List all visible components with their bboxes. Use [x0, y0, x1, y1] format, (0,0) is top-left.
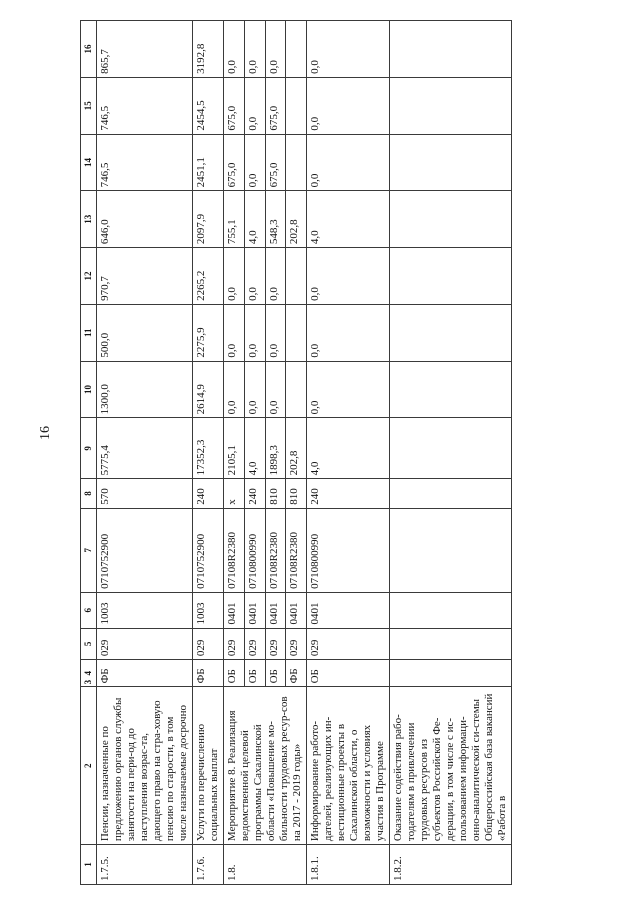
cell-c14: 0,0 [244, 134, 265, 191]
cell-c5: 029 [224, 628, 245, 660]
cell-c15: 675,0 [224, 77, 245, 134]
cell-c5: 029 [265, 628, 286, 660]
cell-c5: 029 [244, 628, 265, 660]
column-number-14: 14 [81, 134, 97, 191]
cell-c10: 1300,0 [97, 361, 193, 418]
cell-c16 [286, 21, 307, 78]
cell-c8: 810 [286, 479, 307, 508]
funding-source-cell: ОБ [224, 660, 245, 687]
cell-c10: 0,0 [244, 361, 265, 418]
row-number: 1.8. [224, 845, 307, 885]
cell-c12 [390, 248, 512, 305]
cell-c9: 17352,3 [193, 418, 224, 479]
cell-c7: 0710752900 [97, 508, 193, 592]
table-body [97, 21, 512, 885]
cell-c12: 0,0 [224, 248, 245, 305]
cell-c12: 0,0 [265, 248, 286, 305]
cell-c5: 029 [97, 628, 193, 660]
cell-c13: 4,0 [244, 191, 265, 248]
cell-c13 [390, 191, 512, 248]
cell-c7: 07108R2380 [224, 508, 245, 592]
cell-c8: 810 [265, 479, 286, 508]
row-description: Информирование работо-дателей, реализующих ин-вестиционные проекты в Сахалинской области, о возможности и условиях участия в Программе [307, 687, 390, 845]
cell-c6: 1003 [193, 592, 224, 628]
column-number-16: 16 [81, 21, 97, 78]
column-number-row: 1 2 3 4 5 6 7 8 9 10 11 12 13 14 15 16 [81, 21, 97, 885]
cell-c5: 029 [307, 628, 390, 660]
cell-c13: 2097,9 [193, 191, 224, 248]
cell-c7: 0710752900 [193, 508, 224, 592]
funding-source-cell: ОБ [265, 660, 286, 687]
column-number-1: 1 [81, 845, 97, 885]
cell-c6: 0401 [265, 592, 286, 628]
cell-c13: 755,1 [224, 191, 245, 248]
cell-c10 [390, 361, 512, 418]
cell-c6: 0401 [224, 592, 245, 628]
cell-c9: 202,8 [286, 418, 307, 479]
cell-c7: 07108R2380 [286, 508, 307, 592]
cell-c8: 240 [307, 479, 390, 508]
cell-c8: 570 [97, 479, 193, 508]
cell-c15: 746,5 [97, 77, 193, 134]
cell-c10: 0,0 [307, 361, 390, 418]
cell-c14: 2451,1 [193, 134, 224, 191]
cell-c16: 0,0 [307, 21, 390, 78]
column-number-12: 12 [81, 248, 97, 305]
cell-c15: 2454,5 [193, 77, 224, 134]
column-number-10: 10 [81, 361, 97, 418]
cell-c6: 0401 [307, 592, 390, 628]
cell-c8: 240 [193, 479, 224, 508]
table-row [97, 21, 193, 885]
column-number-7: 7 [81, 508, 97, 592]
cell-c13: 548,3 [265, 191, 286, 248]
cell-c5 [390, 628, 512, 660]
cell-c6: 0401 [244, 592, 265, 628]
cell-c8: x [224, 479, 245, 508]
cell-c7: 0710800990 [307, 508, 390, 592]
cell-c14: 675,0 [265, 134, 286, 191]
funding-source-cell: ОБ [307, 660, 390, 687]
cell-c9 [390, 418, 512, 479]
cell-c6: 0401 [286, 592, 307, 628]
cell-c13: 4,0 [307, 191, 390, 248]
column-number-4: 4 [81, 660, 97, 687]
cell-c11: 0,0 [307, 304, 390, 361]
row-number: 1.8.1. [307, 845, 390, 885]
cell-c13: 202,8 [286, 191, 307, 248]
cell-c16: 0,0 [265, 21, 286, 78]
table-row [307, 21, 390, 885]
cell-c10: 0,0 [265, 361, 286, 418]
cell-c14 [286, 134, 307, 191]
cell-c12: 970,7 [97, 248, 193, 305]
cell-c9: 4,0 [244, 418, 265, 479]
column-number-6: 6 [81, 592, 97, 628]
table-row [193, 21, 224, 885]
cell-c7: 07108R2380 [265, 508, 286, 592]
row-description: Мероприятие 8. Реализация ведомственной целевой программы Сахалинской области «Повышение мо-бильности трудовых ресур-сов на 2017 - 2019 годы» [224, 687, 307, 845]
budget-table [80, 20, 512, 885]
cell-c5: 029 [286, 628, 307, 660]
cell-c11: 0,0 [265, 304, 286, 361]
column-number-13: 13 [81, 191, 97, 248]
cell-c14 [390, 134, 512, 191]
column-number-15: 15 [81, 77, 97, 134]
cell-c14: 746,5 [97, 134, 193, 191]
cell-c16: 0,0 [244, 21, 265, 78]
row-description: Пенсии, назначенные по предложению органов службы занятости на пери-од до наступления возрас-та, дающего право на стра-ховую пенсию по старости, в том числе назначаемые досрочно [97, 687, 193, 845]
row-number: 1.8.2. [390, 845, 512, 885]
cell-c10: 0,0 [224, 361, 245, 418]
page-number: 16 [38, 426, 53, 440]
funding-source-cell: ФБ [193, 660, 224, 687]
cell-c12: 0,0 [244, 248, 265, 305]
row-number: 1.7.5. [97, 845, 193, 885]
cell-c15 [286, 77, 307, 134]
cell-c15: 675,0 [265, 77, 286, 134]
cell-c13: 646,0 [97, 191, 193, 248]
cell-c9: 2105,1 [224, 418, 245, 479]
cell-c15: 0,0 [307, 77, 390, 134]
column-number-11: 11 [81, 304, 97, 361]
cell-c11: 500,0 [97, 304, 193, 361]
table-row [224, 21, 245, 885]
row-description: Услуги по перечислению социальных выплат [193, 687, 224, 845]
cell-c12: 2265,2 [193, 248, 224, 305]
cell-c7 [390, 508, 512, 592]
cell-c8: 240 [244, 479, 265, 508]
funding-source-cell [390, 660, 512, 687]
cell-c7: 0710800990 [244, 508, 265, 592]
cell-c16: 865,7 [97, 21, 193, 78]
column-number-5: 5 [81, 628, 97, 660]
cell-c6 [390, 592, 512, 628]
cell-c10 [286, 361, 307, 418]
cell-c11 [286, 304, 307, 361]
row-description: Оказание содействия рабо-тодателям в привлечении трудовых ресурсов из субъектов Российской Фе-дерации, в том числе с ис-пользованием информаци-онно-аналитической си-стемы Общероссийская база вакансий «Работа в [390, 687, 512, 845]
cell-c11: 0,0 [244, 304, 265, 361]
column-number-2: 2 [81, 687, 97, 845]
cell-c8 [390, 479, 512, 508]
cell-c10: 2614,9 [193, 361, 224, 418]
cell-c5: 029 [193, 628, 224, 660]
cell-c15: 0,0 [244, 77, 265, 134]
cell-c9: 1898,3 [265, 418, 286, 479]
cell-c11: 0,0 [224, 304, 245, 361]
cell-c9: 4,0 [307, 418, 390, 479]
cell-c16: 0,0 [224, 21, 245, 78]
cell-c14: 675,0 [224, 134, 245, 191]
column-number-9: 9 [81, 418, 97, 479]
column-number-8: 8 [81, 479, 97, 508]
cell-c16: 3192,8 [193, 21, 224, 78]
cell-c16 [390, 21, 512, 78]
funding-source-cell: ФБ [286, 660, 307, 687]
cell-c14: 0,0 [307, 134, 390, 191]
cell-c15 [390, 77, 512, 134]
cell-c6: 1003 [97, 592, 193, 628]
cell-c11 [390, 304, 512, 361]
funding-source-cell: ФБ [97, 660, 193, 687]
cell-c12 [286, 248, 307, 305]
cell-c11: 2275,9 [193, 304, 224, 361]
row-number: 1.7.6. [193, 845, 224, 885]
table-row [390, 21, 512, 885]
funding-source-cell: ОБ [244, 660, 265, 687]
cell-c9: 5775,4 [97, 418, 193, 479]
cell-c12: 0,0 [307, 248, 390, 305]
budget-table-container [80, 20, 610, 885]
